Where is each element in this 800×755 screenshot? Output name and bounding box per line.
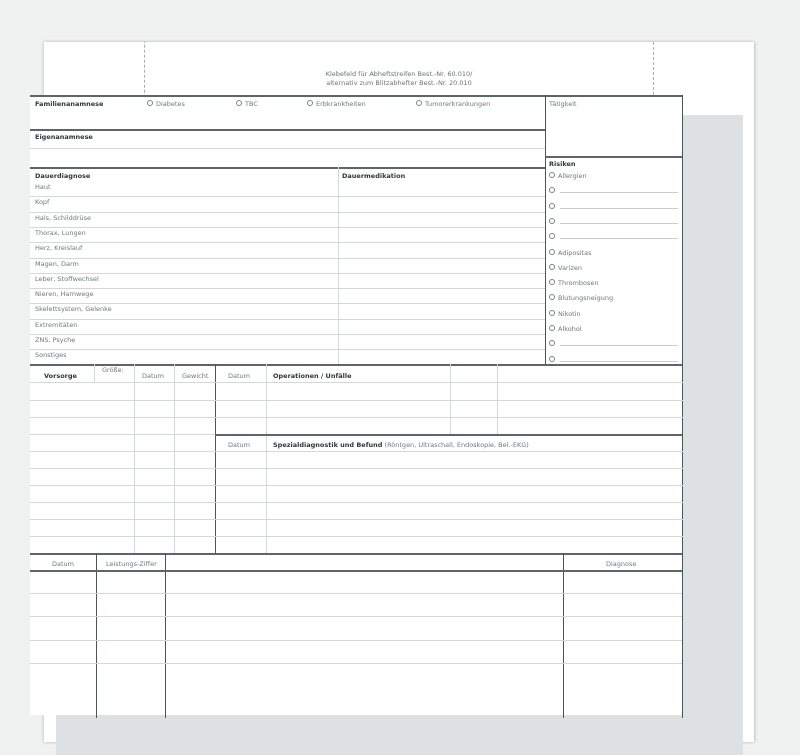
- divider: [30, 663, 683, 664]
- radio-icon: [549, 264, 555, 270]
- divider: [165, 553, 166, 718]
- divider: [450, 364, 451, 434]
- dauerdiagnose-row-line: [30, 227, 545, 228]
- radio-icon: [549, 249, 555, 255]
- dauerdiagnose-title: Dauerdiagnose: [35, 172, 91, 180]
- eigenanamnese-title: Eigenanamnese: [35, 133, 93, 141]
- risiko-item[interactable]: [549, 218, 678, 226]
- radio-icon: [416, 100, 422, 106]
- divider: [30, 148, 545, 149]
- radio-icon: [549, 356, 555, 362]
- divider: [215, 434, 683, 436]
- blank-line[interactable]: [560, 360, 678, 362]
- radio-icon: [549, 325, 555, 331]
- vorsorge-row-line: [30, 485, 683, 486]
- dauerdiagnose-row-label: Magen, Darm: [35, 259, 79, 268]
- risiko-item[interactable]: [549, 233, 678, 241]
- form-top-border: [30, 95, 683, 97]
- divider: [30, 364, 683, 366]
- blank-line[interactable]: [560, 207, 678, 209]
- vorsorge-title: Vorsorge: [44, 372, 77, 380]
- radio-icon: [549, 294, 555, 300]
- vorsorge-row-line: [30, 536, 683, 537]
- vorsorge-row-line: [30, 417, 683, 418]
- dauerdiagnose-row-label: Hals, Schilddrüse: [35, 213, 92, 222]
- tape-label-line2: alternativ zum Blitzabhefter Best.-Nr. 20.010: [326, 78, 472, 87]
- divider: [94, 364, 95, 382]
- blank-line[interactable]: [560, 237, 678, 239]
- vorsorge-row-line: [30, 400, 683, 401]
- divider: [30, 640, 683, 641]
- vorsorge-datum-header: Datum: [142, 372, 164, 380]
- risiko-item[interactable]: [549, 187, 678, 195]
- vorsorge-row-line: [30, 502, 683, 503]
- vorsorge-row-line: [30, 451, 683, 452]
- dauerdiagnose-row-line: [30, 258, 545, 259]
- vorsorge-row-line: [30, 382, 683, 383]
- divider: [96, 553, 97, 718]
- right-column-divider: [545, 95, 546, 364]
- tape-label-line1: Klebefeld für Abheftstreifen Best.-Nr. 60.010/: [325, 69, 473, 78]
- dauerdiagnose-row-line: [30, 273, 545, 274]
- dauerdiagnose-row-line: [30, 196, 545, 197]
- blank-line[interactable]: [560, 222, 678, 224]
- diagnose-header: Diagnose: [606, 560, 637, 568]
- risiko-item[interactable]: [549, 340, 678, 348]
- dauerdiagnose-row-label: ZNS, Psyche: [35, 336, 76, 344]
- dauerdiagnose-row-label: Leber, Stoffwechsel: [35, 274, 99, 283]
- risiko-item[interactable]: Blutungsneigung: [549, 294, 613, 302]
- risiko-item[interactable]: [549, 356, 678, 364]
- leistungen-datum-header: Datum: [52, 560, 74, 568]
- operationen-title: Operationen / Unfälle: [273, 372, 352, 380]
- taetigkeit-title: Tätigkeit: [549, 100, 577, 108]
- spezial-datum-header: Datum: [228, 441, 250, 449]
- radio-icon: [549, 172, 555, 178]
- option-tumorerkrankungen[interactable]: Tumorerkrankungen: [416, 100, 490, 108]
- divider: [682, 364, 683, 553]
- divider: [30, 593, 683, 594]
- divider: [266, 364, 267, 553]
- radio-icon: [549, 203, 555, 209]
- dauerdiagnose-row-label: Haut: [35, 183, 51, 191]
- dauerdiagnose-row-label: Thorax, Lungen: [35, 228, 86, 237]
- divider: [174, 364, 175, 553]
- spezialdiagnostik-title: Spezialdiagnostik und Befund (Röntgen, Ultraschall, Endoskopie, Bel.-EKG): [273, 441, 529, 449]
- radio-icon: [147, 100, 153, 106]
- form-right-border: [682, 95, 683, 364]
- radio-icon: [549, 310, 555, 316]
- dauerdiagnose-row-line: [30, 288, 545, 289]
- dauerdiagnose-row-label: Sonstiges: [35, 351, 67, 360]
- dauerdiagnose-row-label: Herz, Kreislauf: [35, 244, 83, 253]
- dauerdiagnose-row-label: Extremitäten: [35, 320, 78, 329]
- risiken-title: Risiken: [549, 160, 576, 168]
- radio-icon: [236, 100, 242, 106]
- divider: [545, 156, 683, 158]
- radio-icon: [307, 100, 313, 106]
- vorsorge-row-line: [30, 434, 215, 435]
- dauerdiagnose-row-label: Skelettsystem, Gelenke: [35, 305, 112, 314]
- divider: [30, 553, 683, 555]
- radio-icon: [549, 233, 555, 239]
- option-diabetes[interactable]: Diabetes: [147, 100, 185, 108]
- gewicht-header: Gewicht: [182, 372, 209, 380]
- vorsorge-row-line: [30, 519, 683, 520]
- blank-line[interactable]: [560, 344, 678, 346]
- leistungsziffer-header: Leistungs-Ziffer: [106, 560, 157, 568]
- blank-line[interactable]: [560, 191, 678, 193]
- divider: [682, 553, 683, 718]
- dauerdiagnose-row-line: [30, 319, 545, 320]
- dauerdiagnose-row-label: Nieren, Harnwege: [35, 290, 94, 299]
- dauerdiagnose-row-line: [30, 212, 545, 213]
- divider: [30, 167, 545, 169]
- radio-icon: [549, 187, 555, 193]
- risiko-item[interactable]: Allergien: [549, 172, 587, 180]
- divider: [497, 364, 498, 434]
- risiko-item[interactable]: Adipositas: [549, 249, 591, 257]
- divider: [30, 616, 683, 617]
- patient-record-form: [30, 95, 683, 715]
- dauerdiagnose-row-label: Kopf: [35, 198, 50, 207]
- risiko-item[interactable]: Alkohol: [549, 325, 582, 333]
- dauermedikation-title: Dauermedikation: [342, 172, 406, 180]
- radio-icon: [549, 340, 555, 346]
- divider: [30, 129, 545, 131]
- operationen-datum-header: Datum: [228, 372, 250, 380]
- option-erbkrankheiten[interactable]: Erbkrankheiten: [307, 100, 366, 108]
- groesse-label: Größe:: [102, 366, 124, 374]
- risiko-item[interactable]: Nikotin: [549, 310, 581, 318]
- dauerdiagnose-row-line: [30, 334, 545, 335]
- divider: [134, 364, 135, 553]
- radio-icon: [549, 279, 555, 285]
- radio-icon: [549, 218, 555, 224]
- familienanamnese-title: Familienanamnese: [35, 100, 104, 108]
- risiko-item[interactable]: Thrombosen: [549, 279, 599, 287]
- divider: [215, 364, 216, 553]
- dauerdiagnose-row-line: [30, 242, 545, 243]
- risiko-item[interactable]: [549, 203, 678, 211]
- divider: [563, 553, 564, 718]
- dauerdiagnose-row-line: [30, 349, 545, 350]
- divider: [30, 570, 683, 572]
- dauerdiagnose-row-line: [30, 303, 545, 304]
- vorsorge-row-line: [30, 468, 683, 469]
- option-tbc[interactable]: TBC: [236, 100, 258, 108]
- risiko-item[interactable]: Varizen: [549, 264, 582, 272]
